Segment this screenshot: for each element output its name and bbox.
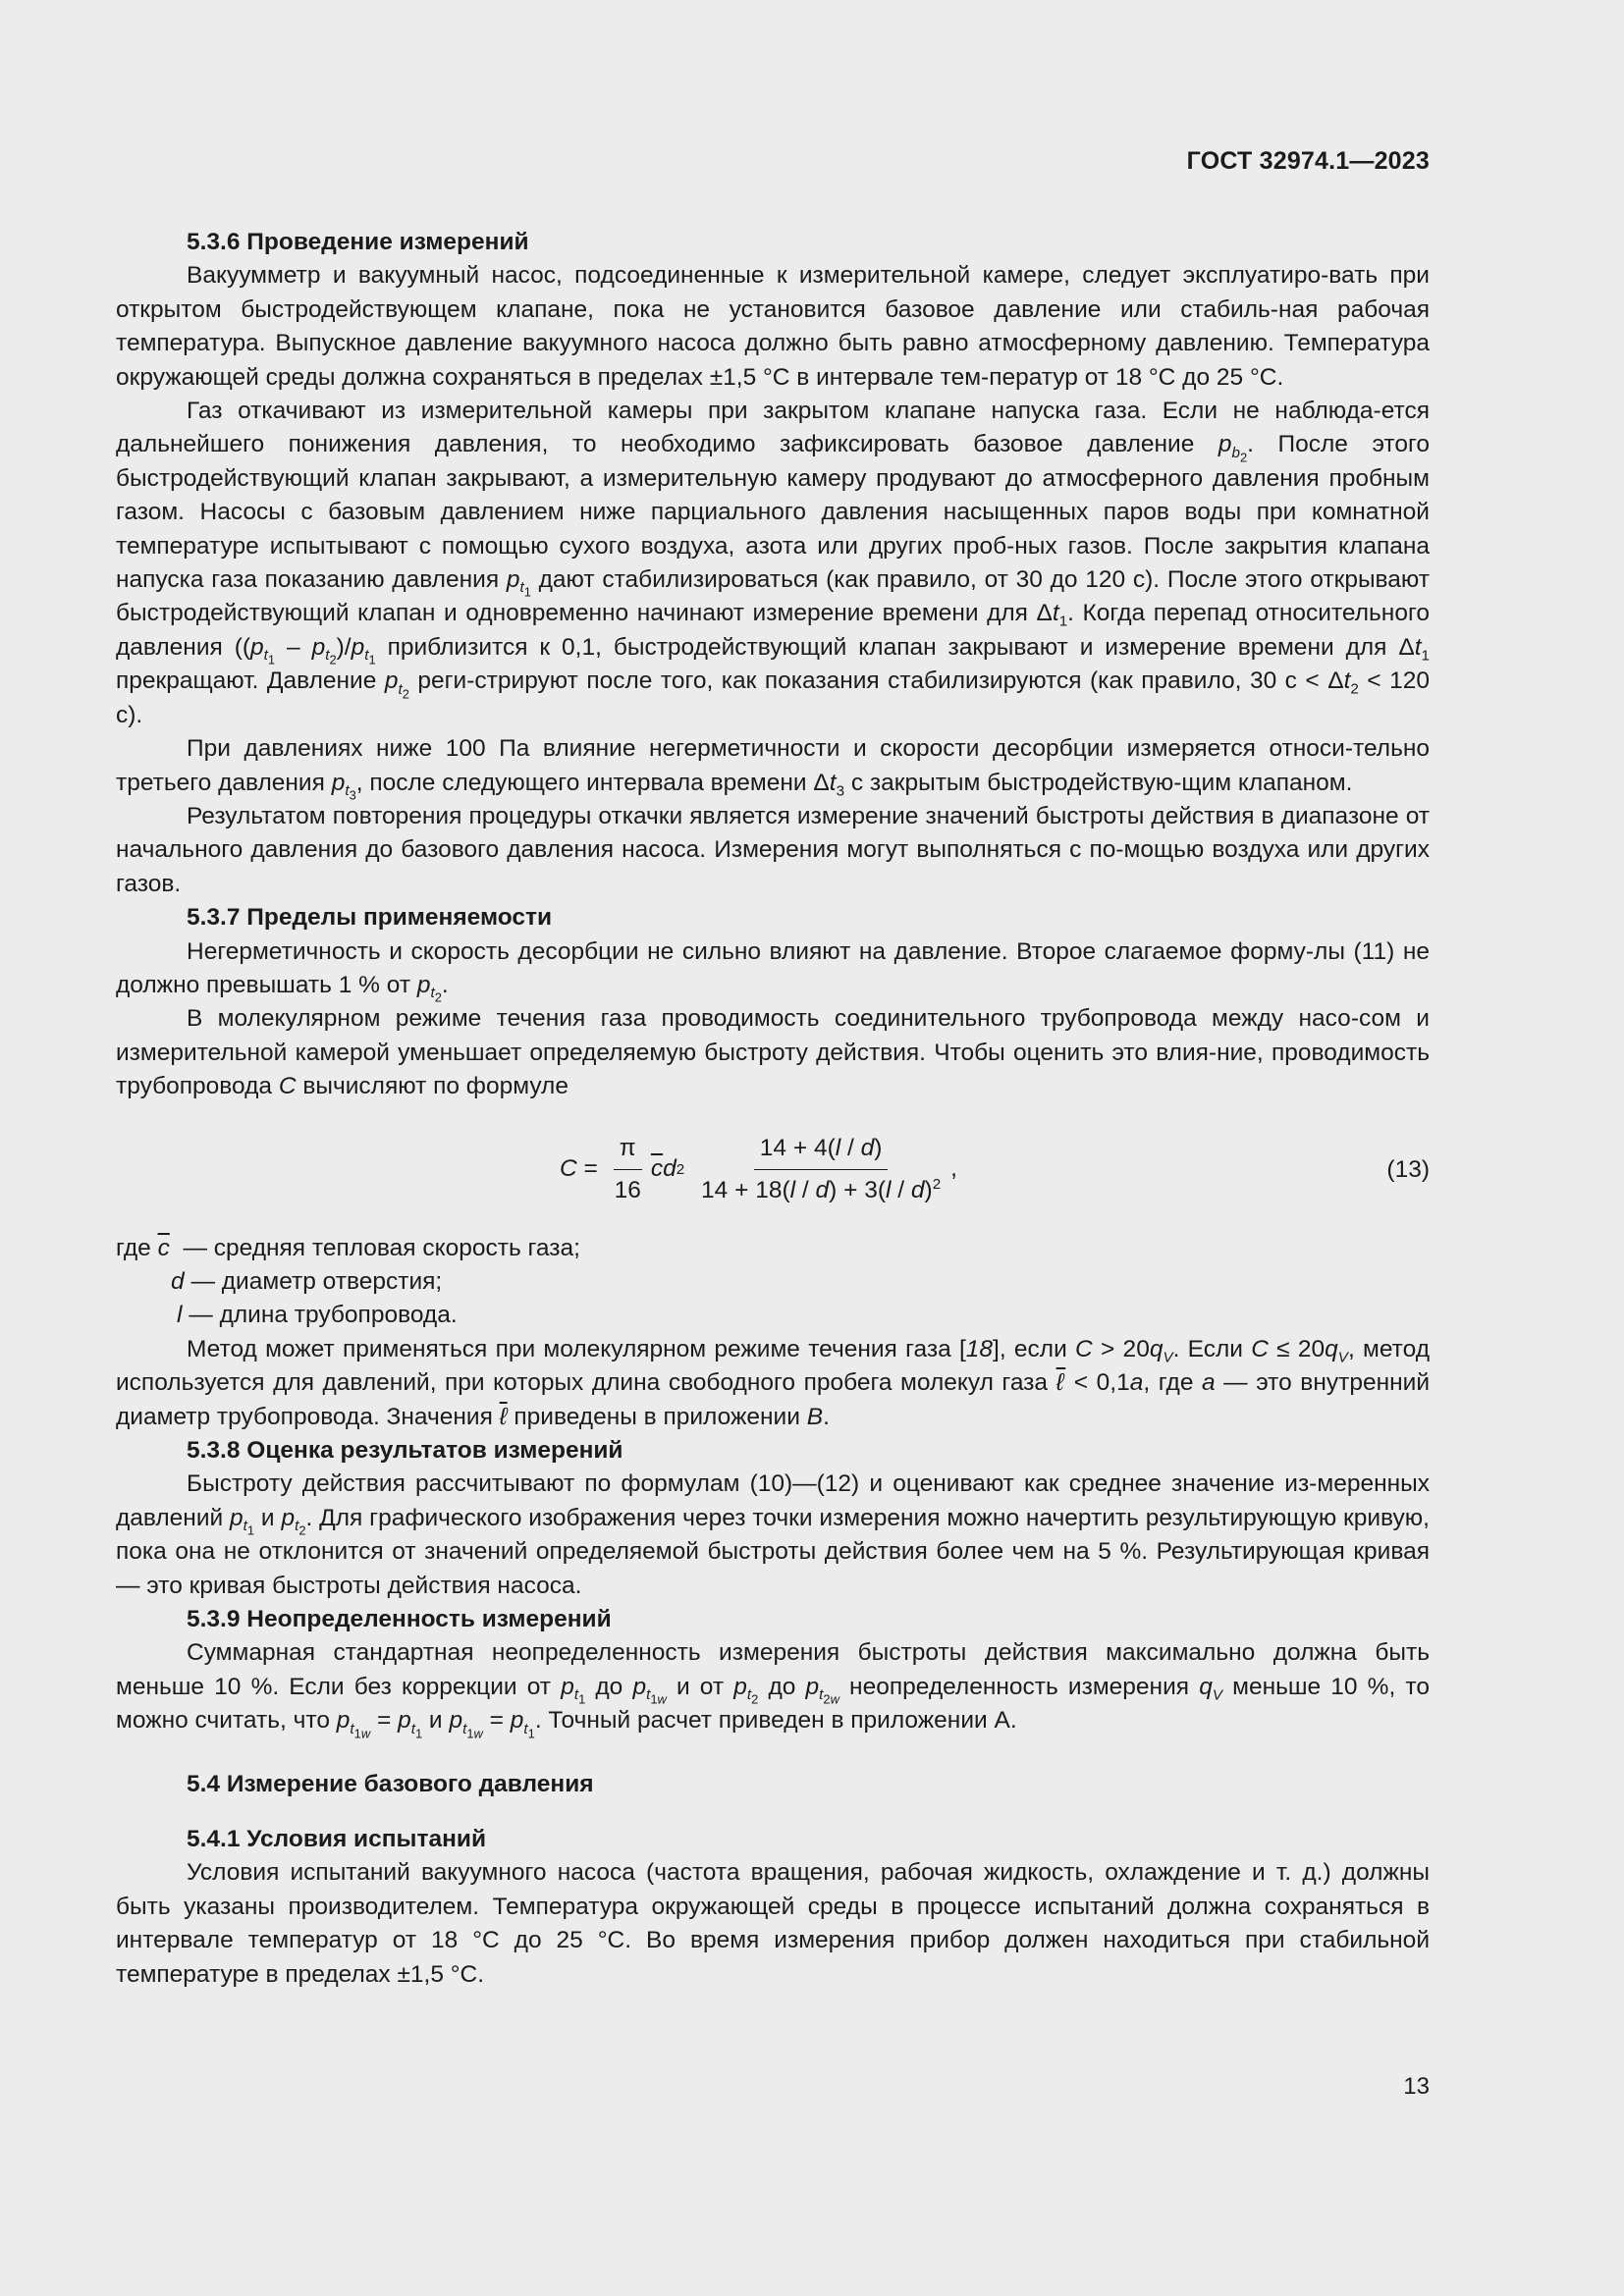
paragraph: При давлениях ниже 100 Па влияние негерметичности и скорости десорбции измеряется относи-тельно третьего давления $p_{t_3}$, после следующего интервала времени $\Delta t_3$ с закрытым быстродействую-щим клапаном. xyxy=(116,735,1430,803)
page-number: 13 xyxy=(1403,2073,1430,2100)
formula-13: C = $\frac{\pi}{16}$ $\overline{c}d$ 2 $\frac{14 + 4(l / d)}{14 + 18(l / d) + 3(l / d)^2}$ , (13) xyxy=(116,1116,1430,1224)
section-heading-5-3-9: 5.3.9 Неопределенность измерений xyxy=(187,1606,612,1633)
paragraph: Суммарная стандартная неопределенность измерения быстроты действия максимально должна быть меньше 10 %. Если без коррекции от $p_{t_1}$ до $p_{t_{1w}}$ и от $p_{t_2}$ до $p_{t_{2w}}$ неопределенность измерения $q_V$ меньше 10 %, то можно считать, что $p_{t_{1w}} = p_{t_1}$ и $p_{t_{1w}} = p_{t_1}$. Точный расчет приведен в приложении А. xyxy=(116,1639,1430,1741)
section-heading-5-3-7: 5.3.7 Пределы применяемости xyxy=(187,904,553,932)
conductance-fraction: $\frac{14 + 4(l / d)}{14 + 18(l / d) + 3(l / d)^2}$ xyxy=(695,1132,947,1208)
paragraph: В молекулярном режиме течения газа проводимость соединительного трубопровода между насо-сом и измерительной камерой уменьшает определяемую быстроту действия. Чтобы оценить это влия-ние, проводимость трубопровода C вычисляют по формуле xyxy=(116,1005,1430,1100)
definition-item: d — диаметр отверстия; xyxy=(171,1267,443,1295)
paragraph: Газ откачивают из измерительной камеры при закрытом клапане напуска газа. Если не наблюда-ется дальнейшего понижения давления, то необходимо зафиксировать базовое давление $p_{b_2}$. После этого быстродействующий клапан закрывают, а измерительную камеру продувают до атмосферного давления пробным газом. Насосы с базовым давлением ниже парциального давления насыщенных паров воды при комнатной температуре испытывают с помощью сухого воздуха, азота или других проб-ных газов. После закрытия клапана напуска газа показанию давления $p_{t_1}$ дают стабилизироваться (как правило, от 30 до 120 с). После этого открывают быстродействующий клапан и одновременно начинают измерение времени для $\Delta t_1$. Когда перепад относительного давления ($(p_{t_1} - p_{t_2})/p_{t_1}$ приблизится к 0,1, быстродействующий клапан закрывают и измерение времени для $\Delta t_1$ прекращают. Давление $p_{t_2}$ реги-стрируют после того, как показания стабилизируются (как правило, 30 $с < \Delta t_2 < 120$ с). xyxy=(116,398,1431,728)
paragraph: Метод может применяться при молекулярном режиме течения газа [18], если $C > 20q_V$. Если $C \le 20q_V$, метод используется для давлений, при которых длина свободного пробега молекул газа ℓ < 0,1a, где a — это внутренний диаметр трубопровода. Значения ℓ приведены в приложении В. xyxy=(116,1335,1430,1430)
section-heading-5-4: 5.4 Измерение базового давления xyxy=(187,1770,594,1797)
formula-definitions xyxy=(116,1232,1430,1333)
pi-fraction: $\frac{\pi}{16}$ xyxy=(609,1132,647,1208)
paragraph: Условия испытаний вакуумного насоса (частота вращения, рабочая жидкость, охлаждение и т. д.) должны быть указаны производителем. Температура окружающей среды в процессе испытаний должна сохраняться в интервале температур от 18 °С до 25 °С. Во время измерения прибор должен находиться при стабильной температуре в пределах ±1,5 °С. xyxy=(116,1859,1430,1988)
definition-item: где $\overline{c}$ — средняя тепловая скорость газа; xyxy=(116,1234,580,1261)
section-heading-5-3-8: 5.3.8 Оценка результатов измерений xyxy=(187,1437,623,1464)
paragraph: Негерметичность и скорость десорбции не сильно влияют на давление. Второе слагаемое форму-лы (11) не должно превышать 1 % от $p_{t_2}$. xyxy=(116,937,1430,1005)
paragraph: Результатом повторения процедуры откачки является измерение значений быстроты действия в диапазоне от начального давления до базового давления насоса. Измерения могут выполняться с по-мощью воздуха или других газов. xyxy=(116,802,1430,897)
definition-item: l — длина трубопровода. xyxy=(177,1302,458,1329)
document-code: ГОСТ 32974.1—2023 xyxy=(1186,147,1430,175)
paragraph: Вакуумметр и вакуумный насос, подсоединенные к измерительной камере, следует эксплуатиро-вать при открытом быстродействующем клапане, пока не установится базовое давление или стабиль-ная рабочая температура. Выпускное давление вакуумного насоса должно быть равно атмосферному давлению. Температура окружающей среды должна сохраняться в пределах ±1,5 °С в интервале тем-ператур от 18 °С до 25 °С. xyxy=(116,262,1430,391)
page-content xyxy=(116,226,1430,1992)
paragraph: Быстроту действия рассчитывают по формулам (10)—(12) и оценивают как среднее значение из-меренных давлений $p_{t_1}$ и $p_{t_2}$. Для графического изображения через точки измерения можно начертить результирующую кривую, пока она не отклонится от значений определяемой быстроты действия более чем на 5 %. Результирующая кривая — это кривая быстроты действия насоса. xyxy=(116,1470,1430,1599)
equation-number: (13) xyxy=(1386,1155,1430,1183)
section-heading-5-3-6: 5.3.6 Проведение измерений xyxy=(187,229,529,255)
section-heading-5-4-1: 5.4.1 Условия испытаний xyxy=(187,1826,487,1853)
